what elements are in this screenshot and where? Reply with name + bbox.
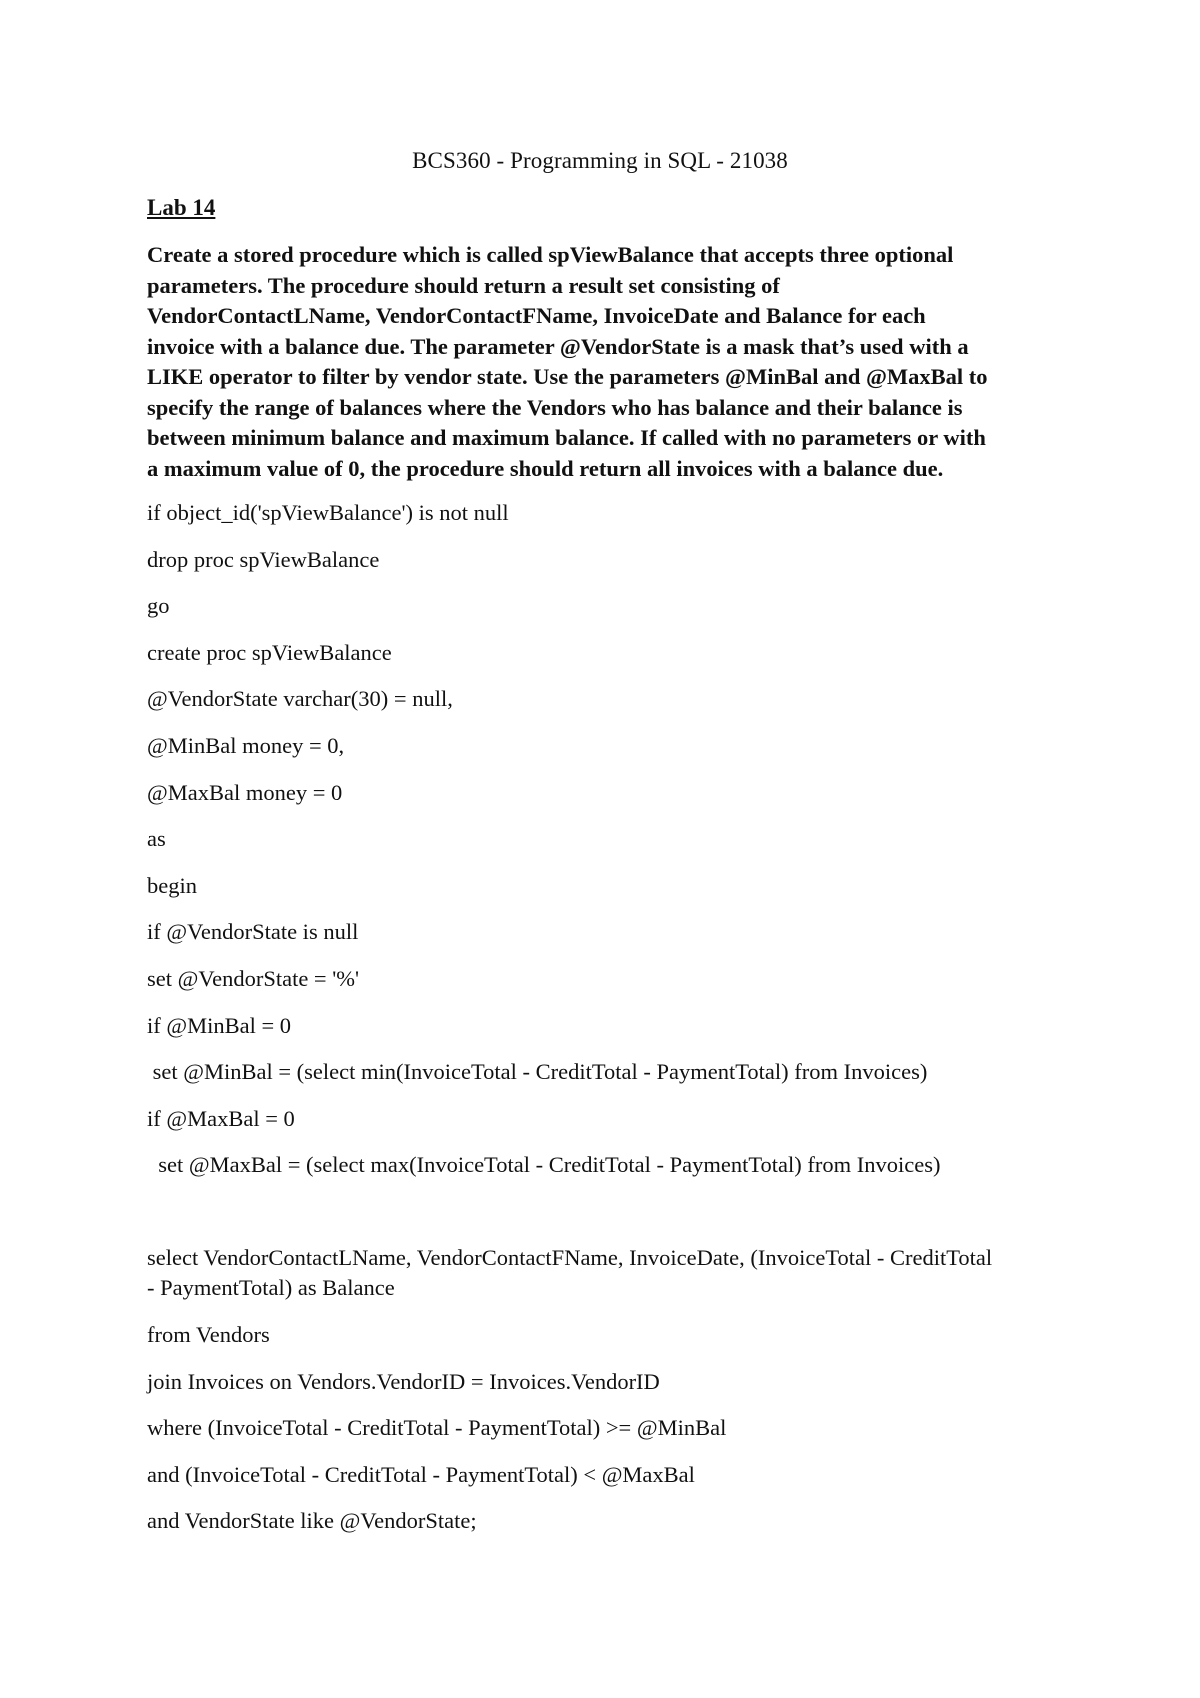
instruction-line: a maximum value of 0, the procedure should return all invoices with a balance due. xyxy=(147,455,944,481)
instruction-line: between minimum balance and maximum balance. If called with no parameters or with xyxy=(147,425,986,450)
code-line: if @VendorState is null xyxy=(147,919,359,945)
code-line: and VendorState like @VendorState; xyxy=(147,1508,477,1534)
code-line: if object_id('spViewBalance') is not null xyxy=(147,500,509,525)
code-line: where (InvoiceTotal - CreditTotal - PaymentTotal) >= @MinBal xyxy=(147,1415,727,1441)
instruction-line: invoice with a balance due. The parameter @VendorState is a mask that’s used with a xyxy=(147,333,969,359)
code-line: select VendorContactLName, VendorContactFName, InvoiceDate, (InvoiceTotal - CreditTotal xyxy=(147,1245,993,1271)
code-line: from Vendors xyxy=(147,1321,270,1347)
lab-instructions xyxy=(147,240,1067,484)
code-line: - PaymentTotal) as Balance xyxy=(147,1275,395,1301)
code-line: as xyxy=(147,826,166,852)
instruction-line: VendorContactLName, VendorContactFName, InvoiceDate and Balance for each xyxy=(147,303,926,328)
code-line: @MaxBal money = 0 xyxy=(147,779,343,805)
code-line: go xyxy=(147,593,170,619)
code-line: join Invoices on Vendors.VendorID = Invoices.VendorID xyxy=(147,1368,660,1394)
sql-code-block xyxy=(147,498,1077,1553)
code-line: if @MaxBal = 0 xyxy=(147,1105,295,1131)
instruction-line: parameters. The procedure should return a result set consisting of xyxy=(147,272,780,298)
code-line: create proc spViewBalance xyxy=(147,639,392,665)
code-line: set @MaxBal = (select max(InvoiceTotal - CreditTotal - PaymentTotal) from Invoices) xyxy=(147,1152,941,1178)
code-line: set @MinBal = (select min(InvoiceTotal - CreditTotal - PaymentTotal) from Invoices) xyxy=(147,1059,928,1085)
instruction-line: LIKE operator to filter by vendor state. Use the parameters @MinBal and @MaxBal to xyxy=(147,364,988,389)
code-line: @MinBal money = 0, xyxy=(147,732,345,758)
document-title: BCS360 - Programming in SQL - 21038 xyxy=(412,148,788,173)
code-line: if @MinBal = 0 xyxy=(147,1012,292,1038)
code-line: begin xyxy=(147,872,197,898)
code-line: drop proc spViewBalance xyxy=(147,546,380,572)
instruction-line: Create a stored procedure which is called spViewBalance that accepts three optional xyxy=(147,242,954,267)
code-line: set @VendorState = '%' xyxy=(147,965,360,991)
code-line: @VendorState varchar(30) = null, xyxy=(147,686,453,712)
instruction-line: specify the range of balances where the Vendors who has balance and their balance is xyxy=(147,394,963,420)
code-line: and (InvoiceTotal - CreditTotal - PaymentTotal) < @MaxBal xyxy=(147,1461,695,1487)
lab-heading: Lab 14 xyxy=(147,195,216,220)
